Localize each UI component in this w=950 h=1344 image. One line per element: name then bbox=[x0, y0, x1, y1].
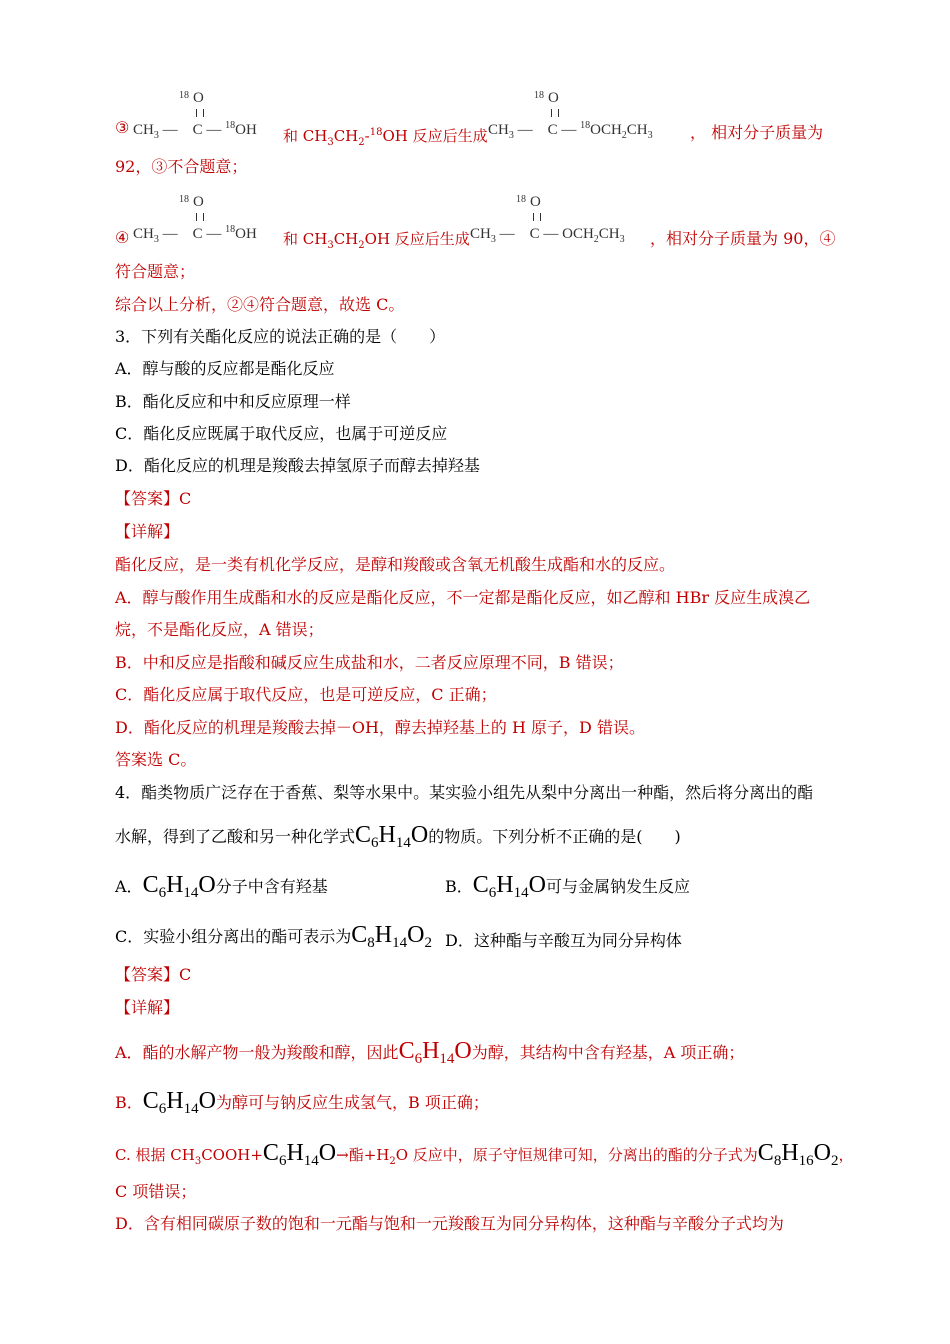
q3-stem: 3．下列有关酯化反应的说法正确的是（ ） bbox=[115, 327, 446, 346]
isotope-label: 18 bbox=[516, 194, 526, 205]
q3-explanation-7: 答案选 C。 bbox=[115, 750, 197, 769]
summary: 综合以上分析，②④符合题意，故选 C。 bbox=[115, 295, 405, 314]
q4-option-d: D．这种酯与辛酸互为同分异构体 bbox=[445, 931, 682, 950]
q4-explanation-b: B．$C_6H_{14}O$为醇可与钠反应生成氢气，B 项正确； bbox=[115, 1088, 489, 1117]
option-4-line bbox=[115, 228, 129, 248]
formula-c6h14o: $C_6H_{14}O$ bbox=[142, 1088, 216, 1117]
option-3-line bbox=[115, 118, 129, 138]
double-bond bbox=[551, 109, 559, 117]
option-3-conclusion: 92，③不合题意； bbox=[115, 157, 248, 176]
q3-answer: 【答案】C bbox=[115, 489, 192, 508]
formula-c6h14o: $C_6H_{14}O$ bbox=[472, 872, 546, 901]
formula-chain: $CH_3$ — C — $OCH_2CH_3$ bbox=[470, 226, 625, 245]
q3-explanation-3: 烷，不是酯化反应，A 错误； bbox=[115, 620, 324, 639]
q4-explanation-a: A．酯的水解产物一般为羧酸和醇，因此$C_6H_{14}O$为醇，其结构中含有羟基，A 项正确； bbox=[115, 1038, 745, 1067]
formula-c8h16o2: $C_8H_{16}O_2$ bbox=[757, 1140, 839, 1169]
q3-detail-heading: 【详解】 bbox=[115, 522, 180, 541]
formula-c6h14o: $C_6H_{14}O$ bbox=[262, 1140, 337, 1169]
formula-c8h14o2: $C_8H_{14}O_2$ bbox=[351, 922, 432, 951]
q3-option-c: C．酯化反应既属于取代反应，也属于可逆反应 bbox=[115, 424, 448, 443]
option-3-mass: ， 相对分子质量为 bbox=[690, 123, 824, 142]
q4-option-a: A．$C_6H_{14}O$分子中含有羟基 bbox=[115, 872, 328, 901]
formula-c6h14o: $C_6H_{14}O$ bbox=[142, 872, 216, 901]
double-bond bbox=[533, 213, 541, 221]
q3-option-b: B．酯化反应和中和反应原理一样 bbox=[115, 392, 351, 411]
q4-detail-heading: 【详解】 bbox=[115, 998, 180, 1017]
acid-structure-1 bbox=[133, 90, 283, 140]
oxygen: O bbox=[193, 194, 204, 210]
q3-option-a: A．醇与酸的反应都是酯化反应 bbox=[115, 359, 335, 378]
q3-explanation-2: A．醇与酸作用生成酯和水的反应是酯化反应，不一定都是酯化反应，如乙醇和 HBr 反应生成溴乙 bbox=[115, 588, 811, 607]
q4-stem-2: 水解，得到了乙酸和另一种化学式$C_6H_{14}O$的物质。下列分析不正确的是( ) bbox=[115, 822, 681, 851]
q4-option-c: C．实验小组分离出的酯可表示为$C_8H_{14}O_2$ bbox=[115, 922, 432, 951]
oxygen: O bbox=[548, 90, 559, 106]
q4-stem-1: 4．酯类物质广泛存在于香蕉、梨等水果中。某实验小组先从梨中分离出一种酯，然后将分离出的酯 bbox=[115, 783, 814, 802]
oxygen: O bbox=[530, 194, 541, 210]
formula-chain: $CH_3$ — C — $^{18}$OH bbox=[133, 224, 257, 245]
option-4-conclusion: 符合题意； bbox=[115, 262, 196, 281]
double-bond bbox=[196, 109, 204, 117]
acid-structure-2 bbox=[133, 194, 283, 244]
isotope-label: 18 bbox=[179, 90, 189, 101]
q4-option-b: B．$C_6H_{14}O$可与金属钠发生反应 bbox=[445, 872, 690, 901]
q4-explanation-d: D．含有相同碳原子数的饱和一元酯与饱和一元羧酸互为同分异构体，这种酯与辛酸分子式均为 bbox=[115, 1214, 784, 1233]
q4-answer: 【答案】C bbox=[115, 965, 192, 984]
option-4-text: 和 $CH_3CH_2OH$ 反应后生成 bbox=[283, 230, 470, 251]
q4-explanation-c2: C 项错误； bbox=[115, 1182, 197, 1201]
isotope-label: 18 bbox=[534, 90, 544, 101]
marker-4: ④ bbox=[115, 228, 130, 247]
q3-option-d: D．酯化反应的机理是羧酸去掉氢原子而醇去掉羟基 bbox=[115, 456, 480, 475]
formula-chain: $CH_3$ — C — $^{18}OCH_2CH_3$ bbox=[488, 120, 653, 141]
option-4-mass: ，相对分子质量为 90，④ bbox=[650, 229, 836, 248]
oxygen: O bbox=[193, 90, 204, 106]
ester-structure-1 bbox=[488, 90, 698, 140]
q4-explanation-c: C. 根据 $CH_3COOH+C_6H_{14}O\to$酯$+H_2O$ 反应中，原子守恒规律可知，分离出的酯的分子式为$C_8H_{16}O_2$， bbox=[115, 1140, 854, 1169]
q3-explanation-6: D．酯化反应的机理是羧酸去掉－OH，醇去掉羟基上的 H 原子，D 错误。 bbox=[115, 718, 645, 737]
double-bond bbox=[196, 213, 204, 221]
formula-c6h14o: $C_6H_{14}O$ bbox=[398, 1038, 472, 1067]
ester-structure-2 bbox=[470, 194, 660, 244]
q3-explanation-1: 酯化反应，是一类有机化学反应，是醇和羧酸或含氧无机酸生成酯和水的反应。 bbox=[115, 555, 676, 574]
q3-explanation-5: C．酯化反应属于取代反应，也是可逆反应，C 正确； bbox=[115, 685, 497, 704]
marker-3: ③ bbox=[115, 118, 130, 137]
formula-c6h14o: $C_6H_{14}O$ bbox=[355, 822, 429, 851]
formula-chain: $CH_3$ — C — $^{18}$OH bbox=[133, 120, 257, 141]
isotope-label: 18 bbox=[179, 194, 189, 205]
q3-explanation-4: B．中和反应是指酸和碱反应生成盐和水，二者反应原理不同，B 错误； bbox=[115, 653, 624, 672]
option-3-text: 和 $CH_3CH_2-^{18}OH$ 反应后生成 bbox=[283, 127, 488, 148]
